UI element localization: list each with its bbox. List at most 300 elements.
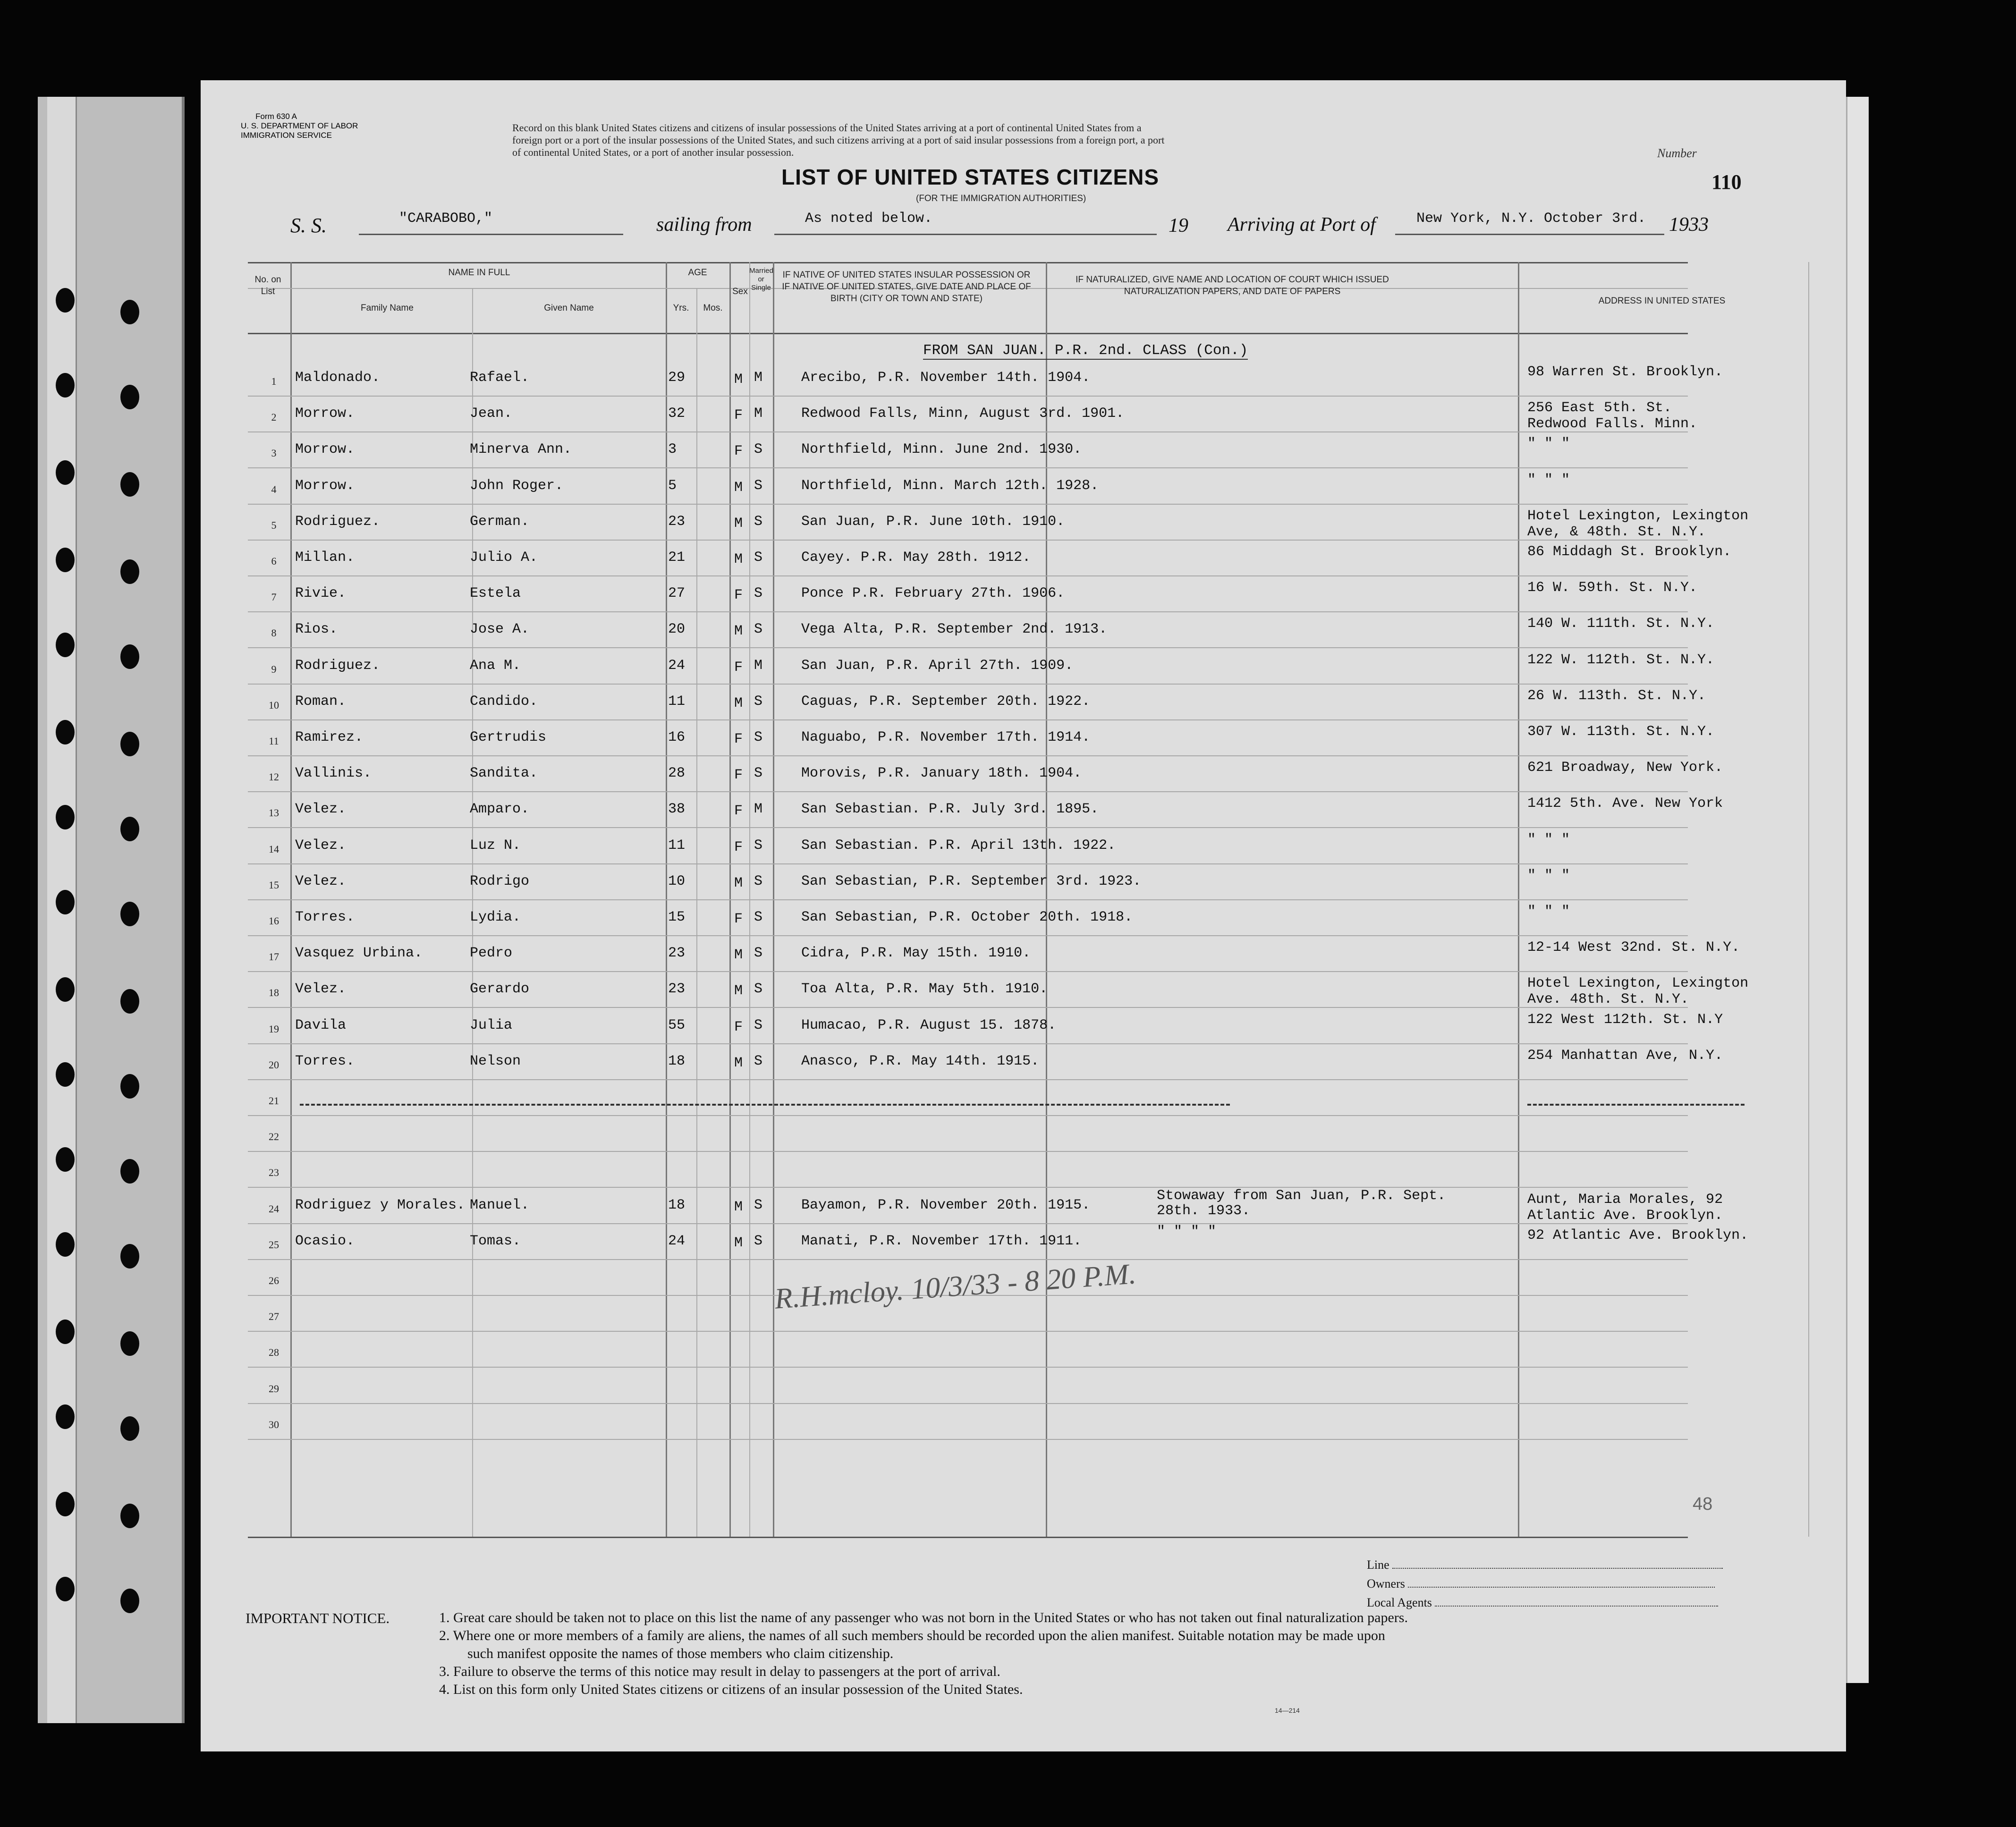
manifest-sheet (201, 80, 1846, 1751)
naturalization: " " " " (1157, 1224, 1217, 1240)
marital-status: S (754, 585, 763, 601)
row-rule (248, 755, 1688, 756)
punch-hole (56, 288, 75, 313)
birthplace-date: Vega Alta, P.R. September 2nd. 1913. (801, 621, 1108, 637)
punch-hole (120, 1159, 139, 1184)
birthplace-date: San Sebastian, P.R. October 20th. 1918. (801, 909, 1133, 925)
birthplace-date: Morovis, P.R. January 18th. 1904. (801, 765, 1082, 781)
punch-hole (56, 1577, 75, 1601)
given-name: Manuel. (470, 1197, 530, 1213)
address-line-2: Ave, & 48th. St. N.Y. (1527, 524, 1706, 540)
punch-hole (120, 1331, 139, 1356)
given-name: Sandita. (470, 765, 538, 781)
row-number: 11 (269, 735, 279, 747)
age-years: 27 (668, 585, 686, 601)
form-id: Form 630 A (255, 112, 297, 121)
birthplace-date: Naguabo, P.R. November 17th. 1914. (801, 729, 1091, 745)
address-line-1: Aunt, Maria Morales, 92 (1527, 1192, 1723, 1208)
row-number: 28 (269, 1346, 279, 1358)
sex: F (734, 660, 743, 676)
family-name: Davila (295, 1017, 347, 1033)
row-number: 25 (269, 1239, 279, 1251)
sex: F (734, 803, 743, 819)
row-number: 15 (269, 879, 279, 891)
header-family-name: Family Name (361, 303, 414, 313)
punch-hole (120, 1504, 139, 1528)
birthplace-date: Cayey. P.R. May 28th. 1912. (801, 550, 1031, 566)
birthplace-date: Northfield, Minn. June 2nd. 1930. (801, 441, 1082, 457)
punch-hole (120, 1416, 139, 1441)
age-years: 23 (668, 981, 686, 997)
row-rule (248, 611, 1688, 612)
address-line-1: 254 Manhattan Ave, N.Y. (1527, 1048, 1723, 1064)
row-rule (248, 791, 1688, 792)
punch-hole (120, 1244, 139, 1269)
sailing-from: As noted below. (805, 211, 933, 227)
birthplace-date: Ponce P.R. February 27th. 1906. (801, 585, 1065, 601)
section-heading-text: FROM SAN JUAN. P.R. 2nd. CLASS (Con.) (923, 342, 1248, 359)
address-line-1: " " " (1527, 904, 1570, 920)
sex: F (734, 911, 743, 927)
punch-hole (56, 890, 75, 914)
punch-hole (56, 1147, 75, 1172)
marital-status: S (754, 1197, 763, 1213)
row-number: 23 (269, 1167, 279, 1178)
address-line-1: " " " (1527, 472, 1570, 488)
form-service: IMMIGRATION SERVICE (241, 131, 332, 140)
given-name: John Roger. (470, 478, 564, 494)
row-number: 27 (269, 1311, 279, 1322)
row-number: 19 (269, 1023, 279, 1035)
sex: M (734, 695, 743, 711)
family-name: Rodriguez. (295, 514, 381, 530)
marital-status: S (754, 441, 763, 457)
row-rule (248, 1151, 1688, 1152)
address-line-1: 621 Broadway, New York. (1527, 760, 1723, 776)
age-years: 23 (668, 945, 686, 961)
header-given-name: Given Name (544, 303, 594, 313)
notice-3: 3. Failure to observe the terms of this notice may result in delay to passengers at the port of arrival. (439, 1664, 1000, 1679)
address-line-1: 12-14 West 32nd. St. N.Y. (1527, 939, 1740, 956)
line-field (1367, 1558, 1723, 1572)
punch-hole (120, 902, 139, 926)
naturalization: Stowaway from San Juan, P.R. Sept. (1157, 1188, 1446, 1204)
address-line-1: " " " (1527, 832, 1570, 848)
arrival-year: 1933 (1669, 214, 1709, 236)
page-stamp: 48 (1693, 1494, 1713, 1514)
age-years: 32 (668, 406, 686, 422)
birthplace-date: Manati, P.R. November 17th. 1911. (801, 1233, 1082, 1249)
header-birthplace: IF NATIVE OF UNITED STATES INSULAR POSSESSION OR IF NATIVE OF UNITED STATES, GIVE DATE AND PLACE OF BIRTH (CITY OR TOWN AND STATE) (782, 270, 1031, 304)
marital-status: S (754, 621, 763, 637)
punch-hole (120, 989, 139, 1014)
row-rule (248, 1007, 1688, 1008)
punch-hole (56, 805, 75, 829)
sex: F (734, 407, 743, 423)
punch-hole (56, 548, 75, 572)
given-name: Luz N. (470, 837, 521, 854)
row-number: 7 (271, 591, 277, 603)
punch-hole (120, 644, 139, 669)
row-number: 22 (269, 1131, 279, 1142)
marital-status: S (754, 837, 763, 854)
header-sex: Sex (732, 287, 748, 296)
marital-status: S (754, 1233, 763, 1249)
family-name: Millan. (295, 550, 355, 566)
marital-status: S (754, 694, 763, 710)
row-rule (248, 719, 1688, 720)
punch-hole (120, 732, 139, 756)
punch-hole (56, 633, 75, 657)
sex: M (734, 516, 743, 532)
family-name: Velez. (295, 873, 347, 889)
punch-hole (56, 1232, 75, 1257)
birthplace-date: Humacao, P.R. August 15. 1878. (801, 1017, 1057, 1033)
header-age: AGE (688, 268, 707, 278)
row-number: 8 (271, 627, 277, 639)
age-years: 23 (668, 514, 686, 530)
family-name: Ramirez. (295, 729, 364, 745)
address-line-1: 16 W. 59th. St. N.Y. (1527, 580, 1698, 596)
row-number: 16 (269, 915, 279, 927)
family-name: Morrow. (295, 478, 355, 494)
header-married-single: Married or Single (749, 267, 773, 292)
notice-1: 1. Great care should be taken not to place on this list the name of any passenger who was not born in the United States or who has not taken out final naturalization papers. (439, 1610, 1408, 1625)
ship-name: "CARABOBO," (399, 211, 493, 227)
row-number: 6 (271, 555, 277, 567)
row-number: 9 (271, 663, 277, 675)
age-years: 15 (668, 909, 686, 925)
marital-status: S (754, 478, 763, 494)
address-line-1: Hotel Lexington, Lexington (1527, 508, 1749, 524)
sex: M (734, 1055, 743, 1071)
row-number: 14 (269, 843, 279, 855)
birthplace-date: Toa Alta, P.R. May 5th. 1910. (801, 981, 1048, 997)
birthplace-date: San Sebastian. P.R. April 13th. 1922. (801, 837, 1116, 854)
punch-hole (120, 817, 139, 841)
row-number: 18 (269, 987, 279, 998)
row-number: 12 (269, 771, 279, 783)
punch-hole (56, 1492, 75, 1516)
birthplace-date: Bayamon, P.R. November 20th. 1915. (801, 1197, 1091, 1213)
marital-status: S (754, 765, 763, 781)
header-mos: Mos. (703, 303, 723, 313)
header-yrs: Yrs. (673, 303, 689, 313)
birthplace-date: Anasco, P.R. May 14th. 1915. (801, 1053, 1040, 1069)
punch-hole (56, 720, 75, 744)
family-name: Morrow. (295, 406, 355, 422)
row-number: 30 (269, 1419, 279, 1430)
row-separator-left (300, 1104, 1230, 1106)
family-name: Torres. (295, 1053, 355, 1069)
given-name: Pedro (470, 945, 513, 961)
arriving-port: New York, N.Y. October 3rd. (1416, 211, 1646, 227)
arriving-label: Arriving at Port of (1228, 214, 1376, 236)
given-name: Gerardo (470, 981, 530, 997)
row-number: 5 (271, 519, 277, 531)
row-rule (248, 647, 1688, 648)
number-value: 110 (1711, 170, 1742, 194)
print-code: 14—214 (1275, 1707, 1300, 1714)
ss-label: S. S. (290, 214, 327, 237)
marital-status: S (754, 729, 763, 745)
agents-field (1367, 1596, 1718, 1610)
given-name: Jose A. (470, 621, 530, 637)
age-years: 11 (668, 837, 686, 854)
age-years: 20 (668, 621, 686, 637)
family-name: Rios. (295, 621, 338, 637)
punch-hole (120, 1074, 139, 1099)
address-line-1: 86 Middagh St. Brooklyn. (1527, 544, 1732, 560)
age-years: 29 (668, 370, 686, 386)
row-rule (248, 396, 1688, 397)
birthplace-date: Arecibo, P.R. November 14th. 1904. (801, 370, 1091, 386)
row-rule (248, 971, 1688, 972)
row-separator-right (1527, 1104, 1745, 1106)
column-rule (696, 288, 697, 1537)
notice-title: IMPORTANT NOTICE. (246, 1610, 390, 1626)
punch-hole (56, 1062, 75, 1087)
family-name: Vasquez Urbina. (295, 945, 423, 961)
owners-field (1367, 1577, 1715, 1591)
family-name: Morrow. (295, 441, 355, 457)
address-line-1: 256 East 5th. St. (1527, 400, 1672, 416)
punch-hole (120, 1589, 139, 1613)
birthplace-date: Cidra, P.R. May 15th. 1910. (801, 945, 1031, 961)
sex: F (734, 587, 743, 603)
marital-status: M (754, 406, 763, 422)
sex: M (734, 551, 743, 567)
row-rule (248, 684, 1688, 685)
punch-hole (120, 559, 139, 584)
row-rule (248, 575, 1688, 576)
handwritten-signature: R.H.mcloy. 10/3/33 - 8 20 P.M. (773, 1258, 1137, 1315)
sex: F (734, 839, 743, 855)
row-rule (248, 1079, 1688, 1080)
sex: M (734, 623, 743, 639)
family-name: Vallinis. (295, 765, 372, 781)
age-years: 21 (668, 550, 686, 566)
notice-2b: such manifest opposite the names of those members who claim citizenship. (467, 1646, 894, 1661)
age-years: 24 (668, 1233, 686, 1249)
sex: F (734, 1019, 743, 1035)
row-number: 10 (269, 699, 279, 711)
punch-hole (56, 460, 75, 485)
given-name: Nelson (470, 1053, 521, 1069)
address-line-1: 140 W. 111th. St. N.Y. (1527, 616, 1715, 632)
marital-status: M (754, 370, 763, 386)
line-label: Line (1367, 1558, 1389, 1572)
given-name: Rodrigo (470, 873, 530, 889)
form-title: LIST OF UNITED STATES CITIZENS (781, 165, 1160, 189)
marital-status: M (754, 658, 763, 674)
family-name: Velez. (295, 801, 347, 817)
address-line-1: 98 Warren St. Brooklyn. (1527, 364, 1723, 380)
row-rule (248, 827, 1688, 828)
given-name: Minerva Ann. (470, 441, 572, 457)
address-line-1: " " " (1527, 868, 1570, 884)
sex: M (734, 983, 743, 999)
row-number: 13 (269, 807, 279, 819)
form-id-block (241, 112, 358, 140)
punch-hole (120, 385, 139, 409)
row-number: 29 (269, 1383, 279, 1395)
row-number: 2 (271, 411, 277, 423)
given-name: Gertrudis (470, 729, 547, 745)
birthplace-date: Redwood Falls, Minn, August 3rd. 1901. (801, 406, 1125, 422)
row-rule (248, 540, 1688, 541)
age-years: 5 (668, 478, 677, 494)
given-name: Lydia. (470, 909, 521, 925)
punch-hole (56, 1320, 75, 1344)
row-rule (248, 1043, 1688, 1044)
age-years: 3 (668, 441, 677, 457)
sex: M (734, 1199, 743, 1215)
sex: F (734, 731, 743, 747)
row-number: 17 (269, 951, 279, 963)
given-name: Estela (470, 585, 521, 601)
birthplace-date: San Juan, P.R. June 10th. 1910. (801, 514, 1065, 530)
punch-hole (120, 300, 139, 324)
family-name: Rodriguez y Morales. (295, 1197, 466, 1213)
sex: M (734, 1235, 743, 1251)
address-line-2: Ave. 48th. St. N.Y. (1527, 991, 1689, 1007)
row-rule (248, 1439, 1688, 1440)
address-line-1: Hotel Lexington, Lexington (1527, 975, 1749, 991)
row-number: 21 (269, 1095, 279, 1107)
age-years: 55 (668, 1017, 686, 1033)
number-label: Number (1657, 146, 1697, 160)
address-line-1: 26 W. 113th. St. N.Y. (1527, 688, 1706, 704)
owners-label: Owners (1367, 1577, 1405, 1590)
family-name: Torres. (295, 909, 355, 925)
given-name: Julia (470, 1017, 513, 1033)
row-rule (248, 935, 1688, 936)
family-name: Roman. (295, 694, 347, 710)
age-years: 28 (668, 765, 686, 781)
address-line-1: 307 W. 113th. St. N.Y. (1527, 724, 1715, 740)
marital-status: S (754, 981, 763, 997)
age-years: 18 (668, 1053, 686, 1069)
row-rule (248, 1403, 1688, 1404)
address-line-1: 122 West 112th. St. N.Y (1527, 1012, 1723, 1028)
birthplace-date: San Sebastian, P.R. September 3rd. 1923. (801, 873, 1142, 889)
row-rule (248, 863, 1688, 864)
given-name: German. (470, 514, 530, 530)
address-line-1: 92 Atlantic Ave. Brooklyn. (1527, 1227, 1749, 1243)
given-name: Candido. (470, 694, 538, 710)
page-edge (1846, 97, 1869, 1683)
marital-status: S (754, 945, 763, 961)
age-years: 18 (668, 1197, 686, 1213)
row-rule (248, 1259, 1688, 1260)
family-name: Rivie. (295, 585, 347, 601)
header-name-in-full: NAME IN FULL (448, 268, 510, 278)
agents-label: Local Agents (1367, 1596, 1432, 1609)
address-line-1: " " " (1527, 436, 1570, 452)
row-rule (248, 467, 1688, 468)
section-heading (923, 342, 1248, 360)
birthplace-date: Northfield, Minn. March 12th. 1928. (801, 478, 1099, 494)
sex: M (734, 372, 743, 388)
header-address: ADDRESS IN UNITED STATES (1598, 296, 1726, 306)
sex: M (734, 947, 743, 963)
marital-status: M (754, 801, 763, 817)
family-name: Maldonado. (295, 370, 381, 386)
given-name: Ana M. (470, 658, 521, 674)
given-name: Amparo. (470, 801, 530, 817)
punch-hole (120, 472, 139, 497)
address-line-2: Redwood Falls. Minn. (1527, 416, 1698, 432)
address-line-1: 122 W. 112th. St. N.Y. (1527, 652, 1715, 668)
punch-hole (56, 1404, 75, 1429)
family-name: Velez. (295, 837, 347, 854)
sex: F (734, 443, 743, 459)
notice-4: 4. List on this form only United States citizens or citizens of an insular possession of the United States. (439, 1682, 1023, 1697)
birthplace-date: San Sebastian. P.R. July 3rd. 1895. (801, 801, 1099, 817)
age-years: 11 (668, 694, 686, 710)
instructions-line-3: of continental United States, or a port of another insular possession. (512, 146, 794, 158)
instructions-line-1: Record on this blank United States citizens and citizens of insular possessions of the United States arriving at a port of continental United States from a (512, 122, 1142, 134)
row-rule (248, 1223, 1688, 1224)
row-number: 1 (271, 375, 277, 387)
row-rule (248, 504, 1688, 505)
marital-status: S (754, 873, 763, 889)
sex: M (734, 875, 743, 891)
sex: F (734, 767, 743, 783)
birthplace-date: San Juan, P.R. April 27th. 1909. (801, 658, 1074, 674)
row-rule (248, 1187, 1688, 1188)
form-dept: U. S. DEPARTMENT OF LABOR (241, 121, 358, 130)
punch-hole (56, 373, 75, 398)
marital-status: S (754, 1017, 763, 1033)
address-line-2: Atlantic Ave. Brooklyn. (1527, 1208, 1723, 1224)
marital-status: S (754, 1053, 763, 1069)
header-naturalized: IF NATURALIZED, GIVE NAME AND LOCATION OF COURT WHICH ISSUED NATURALIZATION PAPERS, AND DATE OF PAPERS (1076, 275, 1389, 296)
instructions (512, 122, 1164, 159)
given-name: Rafael. (470, 370, 530, 386)
column-rule (1808, 262, 1809, 1537)
row-rule (248, 899, 1688, 900)
age-years: 38 (668, 801, 686, 817)
row-number: 20 (269, 1059, 279, 1071)
given-name: Julio A. (470, 550, 538, 566)
row-rule (248, 1115, 1688, 1116)
row-number: 24 (269, 1203, 279, 1215)
header-no-on-list: No. on List (254, 275, 281, 296)
row-rule (248, 1367, 1688, 1368)
punch-hole (56, 977, 75, 1002)
family-name: Velez. (295, 981, 347, 997)
row-rule (248, 431, 1688, 432)
given-name: Tomas. (470, 1233, 521, 1249)
row-number: 3 (271, 447, 277, 459)
marital-status: S (754, 550, 763, 566)
notice-2a: 2. Where one or more members of a family are aliens, the names of all such members should be recorded upon the alien manifest. Suitable notation may be made upon (439, 1628, 1385, 1643)
form-subtitle: (FOR THE IMMIGRATION AUTHORITIES) (916, 194, 1086, 203)
age-years: 24 (668, 658, 686, 674)
instructions-line-2: foreign port or a port of the insular possessions of the United States, and such citizens arriving at a port of said insular possessions from a foreign port, a port (512, 134, 1165, 146)
family-name: Rodriguez. (295, 658, 381, 674)
address-line-1: 1412 5th. Ave. New York (1527, 795, 1723, 812)
row-number: 4 (271, 483, 277, 495)
row-rule (248, 1331, 1688, 1332)
marital-status: S (754, 909, 763, 925)
family-name: Ocasio. (295, 1233, 355, 1249)
birthplace-date: Caguas, P.R. September 20th. 1922. (801, 694, 1091, 710)
sailing-label: sailing from (656, 214, 752, 236)
age-years: 16 (668, 729, 686, 745)
